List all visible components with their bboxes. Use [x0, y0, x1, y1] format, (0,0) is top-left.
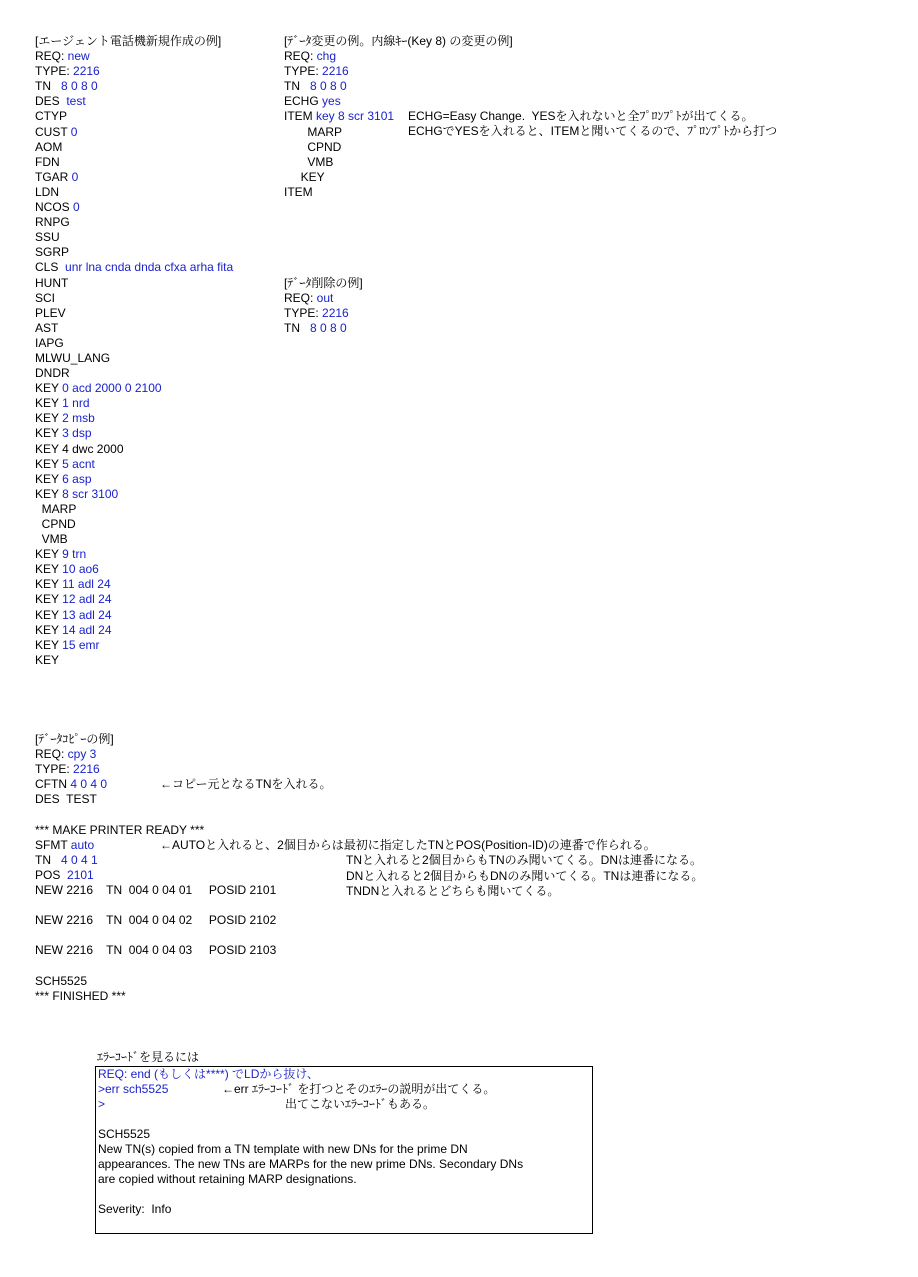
new-line-key: KEY — [35, 486, 63, 501]
echg-note: ECHG=Easy Change. YESを入れないと全ﾌﾟﾛﾝﾌﾟﾄが出てくる。 — [408, 109, 754, 123]
sfmt-note: ←AUTOと入れると、2個目からは最初に指定したTNとPOS(Position-ID)の連番で作られる。 — [160, 838, 656, 852]
section-out-title: [ﾃﾞｰﾀ削除の例] — [284, 276, 363, 290]
chg-line-key: MARP — [284, 124, 343, 139]
new-line — [35, 517, 233, 532]
new-line-key: RNPG — [35, 215, 70, 230]
error-desc-1: New TN(s) copied from a TN template with new DNs for the prime DN — [98, 1142, 468, 1156]
chg-line-key: TN — [284, 79, 310, 94]
new-line — [35, 49, 233, 64]
section-cpy — [35, 732, 276, 1004]
section-chg-title: [ﾃﾞｰﾀ変更の例。内線ｷｰ(Key 8) の変更の例] — [284, 34, 513, 48]
new-line — [35, 623, 233, 638]
new-line-key: AOM — [35, 139, 63, 154]
cpy-line-key: CFTN — [35, 777, 71, 792]
new-line — [35, 125, 233, 140]
new-line — [35, 321, 233, 336]
blank-line — [98, 1112, 523, 1127]
new-line — [35, 457, 233, 472]
error-cmd-note: ←err ｴﾗｰｺｰﾄﾞ を打つとそのｴﾗｰの説明が出てくる。 — [222, 1082, 496, 1096]
new-line — [35, 276, 233, 291]
new-line-value: 10 ao6 — [62, 562, 99, 577]
new-line-key: KEY — [35, 562, 63, 577]
new-line — [35, 109, 233, 124]
new-line-key: KEY — [35, 456, 63, 471]
new-line — [35, 215, 233, 230]
new-line — [35, 638, 233, 653]
new-line-value: 0 — [73, 200, 80, 215]
new-line — [35, 562, 233, 577]
chg-line-key: ECHG — [284, 94, 323, 109]
new-line-key: KEY — [35, 471, 63, 486]
chg-line — [284, 64, 513, 79]
new-line-key: LDN — [35, 184, 60, 199]
new-line — [35, 411, 233, 426]
new-line-value: 8 scr 3100 — [62, 486, 119, 501]
chg-line-key: TYPE: — [284, 64, 323, 79]
new-line — [35, 260, 233, 275]
new-line-value: 13 adl 24 — [62, 607, 112, 622]
new-line — [35, 336, 233, 351]
new-line-key: KEY — [35, 652, 60, 667]
out-line-value: 8 0 8 0 — [310, 321, 347, 336]
cpy-line — [35, 974, 276, 989]
new-line-key: TGAR — [35, 169, 72, 184]
chg-line — [284, 170, 513, 185]
cpy-line-key: NEW 2216 TN 004 0 04 01 POSID 2101 — [35, 882, 277, 897]
new-line-key: VMB — [35, 532, 68, 547]
new-line-value: 6 asp — [62, 471, 92, 486]
new-line — [35, 291, 233, 306]
new-line-key: DES — [35, 94, 67, 109]
new-line — [35, 185, 233, 200]
new-line — [35, 94, 233, 109]
chg-line-key: ITEM — [284, 109, 316, 124]
new-line-key: KEY — [35, 622, 63, 637]
new-line-key: IAPG — [35, 335, 64, 350]
cpy-line — [35, 762, 276, 777]
new-line — [35, 64, 233, 79]
cpy-line-key: SFMT — [35, 837, 71, 852]
new-line-key: KEY — [35, 426, 63, 441]
error-box-caption: ｴﾗｰｺｰﾄﾞを見るには — [97, 1050, 200, 1064]
new-line — [35, 170, 233, 185]
tndn-note: TNDNと入れるとどちらも聞いてくる。 — [346, 884, 560, 898]
cpy-line — [35, 823, 276, 838]
new-line-value: 0 — [70, 124, 78, 139]
new-line-key: CTYP — [35, 109, 68, 124]
new-line-key: CPND — [35, 517, 76, 531]
new-line-key: KEY — [35, 396, 63, 411]
error-desc-2: appearances. The new TNs are MARPs for the new prime DNs. Secondary DNs — [98, 1157, 524, 1171]
cpy-line-key: DES TEST — [35, 792, 97, 807]
cpy-line — [35, 747, 276, 762]
out-line-key: TN — [284, 321, 310, 336]
error-severity: Severity: Info — [98, 1202, 172, 1216]
new-line-key: FDN — [35, 154, 60, 169]
new-line-value: 15 emr — [62, 637, 100, 652]
new-line-key: CLS — [35, 260, 66, 275]
cpy-line — [35, 913, 276, 928]
chg-line-value: chg — [316, 49, 337, 64]
out-line — [284, 321, 363, 336]
cpy-line-value: 2101 — [67, 867, 94, 882]
new-line-key: REQ: — [35, 49, 68, 64]
new-line-key: CUST — [35, 124, 71, 139]
chg-line-key: ITEM — [284, 184, 313, 199]
new-line — [35, 155, 233, 170]
new-line — [35, 200, 233, 215]
cpy-line — [35, 943, 276, 958]
new-line-value: 14 adl 24 — [62, 622, 112, 637]
chg-line-key: KEY — [284, 169, 325, 184]
new-line — [35, 547, 233, 562]
chg-line — [284, 140, 513, 155]
new-line — [35, 245, 233, 260]
cpy-line — [35, 853, 276, 868]
cpy-line-key: TN — [35, 852, 61, 867]
cpy-line — [35, 928, 276, 943]
out-line-key: TYPE: — [284, 306, 323, 321]
section-new — [35, 34, 233, 668]
new-line-value: 2216 — [73, 64, 100, 79]
new-line — [35, 366, 233, 381]
cpy-line — [35, 868, 276, 883]
cpy-line-key: SCH5525 — [35, 973, 88, 988]
cpy-line — [35, 958, 276, 973]
error-desc-3: are copied without retaining MARP designations. — [98, 1172, 357, 1186]
chg-line — [284, 49, 513, 64]
new-line — [35, 502, 233, 517]
new-line — [35, 442, 233, 457]
out-line-key: REQ: — [284, 291, 317, 306]
chg-line-value: 2216 — [322, 64, 349, 79]
new-line-key: KEY — [35, 592, 63, 607]
cpy-line-key: NEW 2216 TN 004 0 04 02 POSID 2102 — [35, 913, 277, 928]
new-line — [35, 381, 233, 396]
chg-line-value: 8 0 8 0 — [310, 79, 347, 94]
section-out-lines — [284, 291, 363, 336]
new-line — [35, 306, 233, 321]
cpy-line-key: POS — [35, 867, 68, 882]
new-line-key: KEY — [35, 547, 63, 562]
chg-line — [284, 155, 513, 170]
chg-line — [284, 185, 513, 200]
cpy-line — [35, 898, 276, 913]
cpy-line-key: TYPE: — [35, 762, 74, 777]
cpy-line-value: cpy 3 — [67, 747, 97, 762]
new-line-value: 5 acnt — [62, 456, 95, 471]
new-line-key: KEY — [35, 381, 63, 396]
error-cmd: >err sch5525 — [98, 1082, 169, 1096]
new-line-value: 12 adl 24 — [62, 592, 112, 607]
new-line-key: SSU — [35, 230, 60, 245]
cpy-line-key: NEW 2216 TN 004 0 04 03 POSID 2103 — [35, 943, 277, 958]
new-line-value: test — [66, 94, 86, 109]
out-line-value: out — [316, 291, 334, 306]
chg-line-value: yes — [322, 94, 341, 109]
new-line — [35, 487, 233, 502]
cpy-line-key: *** FINISHED *** — [35, 988, 126, 1003]
cftn-note: ←コピー元となるTNを入れる。 — [160, 777, 332, 791]
new-line-key: KEY 4 dwc 2000 — [35, 441, 124, 456]
cpy-line-value: auto — [70, 837, 95, 852]
new-line-key: MLWU_LANG — [35, 350, 111, 365]
new-line — [35, 653, 233, 668]
new-line-value: 0 — [71, 169, 79, 184]
cpy-line-key: *** MAKE PRINTER READY *** — [35, 822, 205, 837]
new-line-key: SGRP — [35, 245, 70, 260]
new-line-key: SCI — [35, 290, 56, 305]
item-note: ECHGでYESを入れると、ITEMと聞いてくるので、ﾌﾟﾛﾝﾌﾟﾄから打つ — [408, 124, 778, 138]
new-line — [35, 577, 233, 592]
section-out — [284, 276, 363, 336]
new-line-key: TN — [35, 79, 61, 94]
new-line — [35, 472, 233, 487]
new-line-key: KEY — [35, 637, 63, 652]
new-line-key: AST — [35, 320, 59, 335]
chg-line-key: VMB — [284, 154, 334, 169]
new-line — [35, 532, 233, 547]
error-req-line: REQ: end (もしくは****) でLDから抜け、 — [98, 1067, 319, 1081]
chg-line-key: REQ: — [284, 49, 317, 64]
cpy-line — [35, 792, 276, 807]
new-line-key: KEY — [35, 607, 63, 622]
tn-note: TNと入れると2個目からもTNのみ聞いてくる。DNは連番になる。 — [346, 853, 703, 867]
chg-line-value: key 8 scr 3101 — [316, 109, 395, 124]
new-line — [35, 592, 233, 607]
error-prompt-note: 出てこないｴﾗｰｺｰﾄﾞもある。 — [285, 1097, 436, 1111]
chg-line-key: CPND — [284, 139, 342, 154]
new-line-value: new — [67, 49, 90, 64]
new-line-value: 1 nrd — [62, 396, 90, 411]
new-line-key: HUNT — [35, 275, 69, 290]
error-code: SCH5525 — [98, 1127, 151, 1141]
cpy-line-value: 4 0 4 1 — [61, 852, 98, 867]
error-box — [95, 1066, 593, 1234]
new-line-key: KEY — [35, 577, 63, 592]
new-line-key: MARP — [35, 501, 77, 516]
error-prompt: > — [98, 1097, 106, 1111]
new-line-key: PLEV — [35, 305, 66, 320]
chg-line — [284, 94, 513, 109]
cpy-line-value: 2216 — [73, 762, 100, 777]
new-line — [35, 230, 233, 245]
new-line-value: unr lna cnda dnda cfxa arha fita — [65, 260, 234, 275]
new-line-value: 2 msb — [62, 411, 95, 426]
cpy-line-value: 4 0 4 0 — [70, 777, 108, 792]
new-line — [35, 79, 233, 94]
chg-line — [284, 79, 513, 94]
new-line — [35, 608, 233, 623]
new-line-key: NCOS — [35, 200, 74, 215]
new-line-key: TYPE: — [35, 64, 74, 79]
out-line — [284, 306, 363, 321]
new-line — [35, 351, 233, 366]
new-line — [35, 140, 233, 155]
new-line-value: 3 dsp — [62, 426, 92, 441]
new-line-value: 8 0 8 0 — [61, 79, 98, 94]
cpy-line-key: REQ: — [35, 747, 68, 762]
new-line-value: 0 acd 2000 0 2100 — [62, 381, 162, 396]
cpy-line — [35, 807, 276, 822]
section-new-lines — [35, 49, 233, 668]
new-line — [35, 426, 233, 441]
new-line-key: DNDR — [35, 366, 70, 381]
blank-line — [98, 1187, 523, 1202]
cpy-line — [35, 883, 276, 898]
out-line-value: 2216 — [322, 306, 349, 321]
out-line — [284, 291, 363, 306]
new-line-value: 9 trn — [62, 547, 87, 562]
section-new-title: [エージェント電話機新規作成の例] — [35, 34, 222, 48]
new-line-value: 11 adl 24 — [62, 577, 111, 592]
section-cpy-title: [ﾃﾞｰﾀｺﾋﾟｰの例] — [35, 732, 114, 746]
new-line-key: KEY — [35, 411, 63, 426]
new-line — [35, 396, 233, 411]
cpy-line — [35, 989, 276, 1004]
dn-note: DNと入れると2個目からもDNのみ聞いてくる。TNは連番になる。 — [346, 869, 704, 883]
